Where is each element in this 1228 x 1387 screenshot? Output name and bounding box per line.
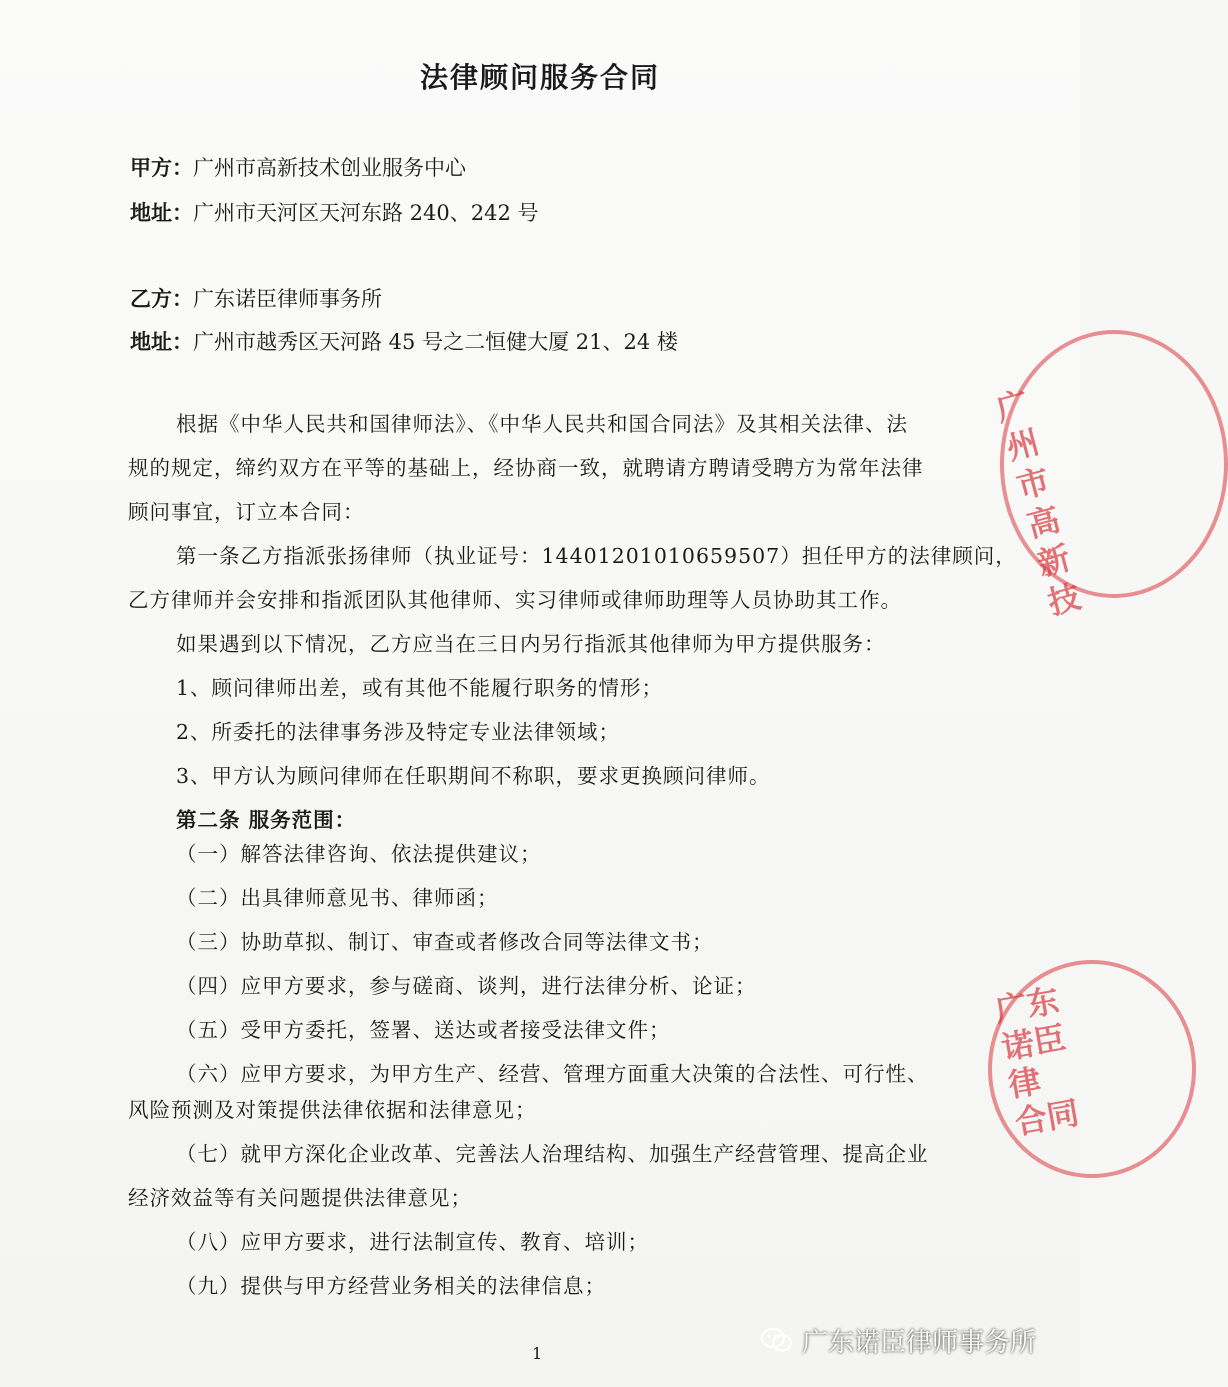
article1-line: 如果遇到以下情况，乙方应当在三日内另行指派其他律师为甲方提供服务： xyxy=(176,632,886,656)
party-a-label: 甲方： xyxy=(130,156,193,180)
article2-line: （一）解答法律咨询、依法提供建议； xyxy=(176,842,542,866)
watermark-text: 广东诺臣律师事务所 xyxy=(802,1327,1037,1358)
article2-line: 经济效益等有关问题提供法律意见； xyxy=(128,1186,472,1210)
article1-line: 1、顾问律师出差，或有其他不能履行职务的情形； xyxy=(176,676,664,700)
article2-line: （六）应甲方要求，为甲方生产、经营、管理方面重大决策的合法性、可行性、 xyxy=(176,1062,929,1086)
party-b-value: 广东诺臣律师事务所 xyxy=(193,287,382,311)
address-a-label: 地址： xyxy=(130,201,193,225)
article1-line: 第一条乙方指派张扬律师（执业证号：14401201010659507）担任甲方的法律顾问， xyxy=(176,544,1017,568)
article1-line: 乙方律师并会安排和指派团队其他律师、实习律师或律师助理等人员协助其工作。 xyxy=(128,588,902,612)
article1-line: 2、所委托的法律事务涉及特定专业法律领域； xyxy=(176,720,621,744)
watermark xyxy=(760,1322,1060,1358)
article2-line: （五）受甲方委托，签署、送达或者接受法律文件； xyxy=(176,1018,671,1042)
party-a xyxy=(130,152,466,182)
party-b-label: 乙方： xyxy=(130,287,193,311)
intro-line: 根据《中华人民共和国律师法》、《中华人民共和国合同法》及其相关法律、法 xyxy=(176,412,908,436)
wechat-icon xyxy=(760,1326,794,1354)
article2-line: 风险预测及对策提供法律依据和法律意见； xyxy=(128,1098,537,1122)
address-b-value: 广州市越秀区天河路 45 号之二恒健大厦 21、24 楼 xyxy=(193,330,678,354)
article2-heading: 第二条 服务范围： xyxy=(176,808,357,832)
party-a-value: 广州市高新技术创业服务中心 xyxy=(193,156,466,180)
article2-line: （八）应甲方要求，进行法制宣传、教育、培训； xyxy=(176,1230,649,1254)
party-b xyxy=(130,283,382,313)
seal-stamp-text: 广州市高新技 xyxy=(992,384,1085,623)
address-b-label: 地址： xyxy=(130,330,193,354)
address-b xyxy=(130,326,678,356)
document-title: 法律顾问服务合同 xyxy=(419,61,660,94)
article2-line: （三）协助草拟、制订、审查或者修改合同等法律文书； xyxy=(176,930,714,954)
article2-line: （四）应甲方要求，参与磋商、谈判，进行法律分析、论证； xyxy=(176,974,757,998)
article2-line: （九）提供与甲方经营业务相关的法律信息； xyxy=(176,1274,606,1298)
intro-line: 顾问事宜，订立本合同： xyxy=(128,500,365,524)
article2-line: （七）就甲方深化企业改革、完善法人治理结构、加强生产经营管理、提高企业 xyxy=(176,1142,929,1166)
page-number: 1 xyxy=(532,1344,543,1363)
article1-line: 3、甲方认为顾问律师在任职期间不称职，要求更换顾问律师。 xyxy=(176,764,771,788)
address-a xyxy=(130,197,539,227)
seal-stamp-text: 广东诺臣律 合同 xyxy=(992,981,1082,1142)
address-a-value: 广州市天河区天河东路 240、242 号 xyxy=(193,201,539,225)
intro-line: 规的规定，缔约双方在平等的基础上，经协商一致，就聘请方聘请受聘方为常年法律 xyxy=(128,456,924,480)
article2-line: （二）出具律师意见书、律师函； xyxy=(176,886,499,910)
